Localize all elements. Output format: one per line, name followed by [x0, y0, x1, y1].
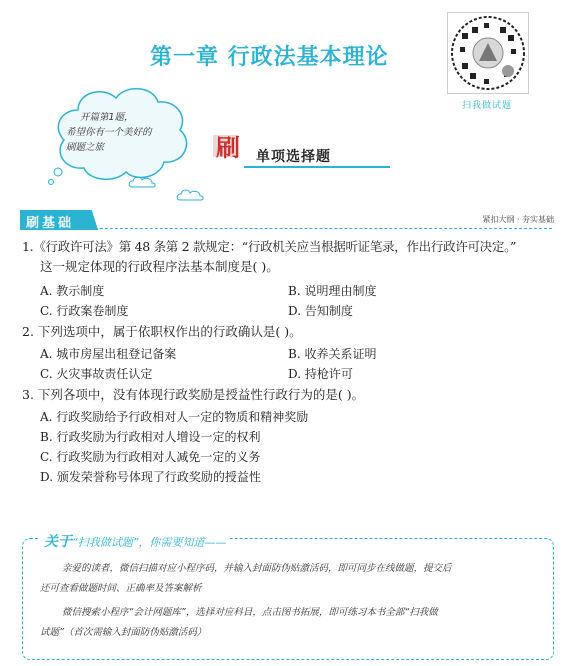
section-tab-label: 刷基础: [26, 216, 75, 231]
option-d[interactable]: D. 持枪许可: [288, 367, 353, 381]
brush-char: 刷: [216, 134, 240, 162]
small-cloud-icon: [128, 175, 158, 189]
question-3: [22, 385, 552, 405]
cloud-line: 刷题之旅: [66, 142, 105, 153]
info-line: 亲爱的读者，微信扫描对应小程序码，并输入封面防伪贴激活码，即可同步在线做题，提交后: [62, 563, 452, 574]
option-a[interactable]: A. 行政奖励给予行政相对人一定的物质和精神奖励: [40, 410, 309, 424]
option-c[interactable]: C. 行政案卷制度: [40, 304, 129, 318]
cloud-line: 希望你有一个美好的: [66, 127, 152, 138]
section-subtitle: 紧扣大纲 · 夯实基础: [482, 215, 554, 224]
info-heading-rest: “扫我做试题”，你需要知道——: [72, 536, 227, 549]
question-stem: 1.《行政许可法》第 48 条第 2 款规定：“行政机关应当根据听证笔录，作出行政许可决定。”: [22, 239, 517, 254]
cloud-text: [66, 110, 190, 155]
info-line: 试题”（首次需输入封面防伪贴激活码）: [40, 627, 207, 638]
option-c[interactable]: C. 行政奖励为行政相对人减免一定的义务: [40, 450, 261, 464]
option-d[interactable]: D. 颁发荣誉称号体现了行政奖励的授益性: [40, 470, 261, 484]
option-a[interactable]: A. 教示制度: [40, 284, 105, 298]
info-line: 还可查看做题时间、正确率及答案解析: [40, 583, 202, 594]
info-line: 微信搜索小程序“会计网题库”，选择对应科目，点击图书拓展，即可练习本书全部“扫我做: [62, 607, 438, 618]
question-stem: 2. 下列选项中，属于依职权作出的行政确认是( )。: [22, 324, 302, 339]
option-c[interactable]: C. 火灾事故责任认定: [40, 367, 153, 381]
banner-underline: [244, 166, 390, 168]
info-heading-lead: 关于: [44, 534, 72, 550]
question-type-title: 单项选择题: [256, 149, 331, 165]
question-stem: 3. 下列各项中，没有体现行政奖励是授益性行政行为的是( )。: [22, 387, 365, 402]
question-stem: 这一规定体现的行政程序法基本制度是( )。: [40, 259, 279, 274]
cloud-line: 开篇第1题，: [80, 112, 134, 123]
option-b[interactable]: B. 收养关系证明: [288, 347, 377, 361]
option-d[interactable]: D. 告知制度: [288, 304, 353, 318]
info-heading: [40, 531, 230, 551]
option-b[interactable]: B. 行政奖励为行政相对人增设一定的权利: [40, 430, 261, 444]
chapter-title: 第一章 行政法基本理论: [150, 45, 389, 70]
question-2: [22, 322, 552, 342]
qr-code[interactable]: [447, 12, 529, 94]
option-a[interactable]: A. 城市房屋出租登记备案: [40, 347, 177, 361]
small-cloud-icon: [176, 188, 206, 202]
option-b[interactable]: B. 说明理由制度: [288, 284, 377, 298]
qr-code-icon: [448, 13, 528, 93]
question-1: [22, 237, 552, 277]
qr-caption: 扫我做试题: [461, 101, 512, 111]
